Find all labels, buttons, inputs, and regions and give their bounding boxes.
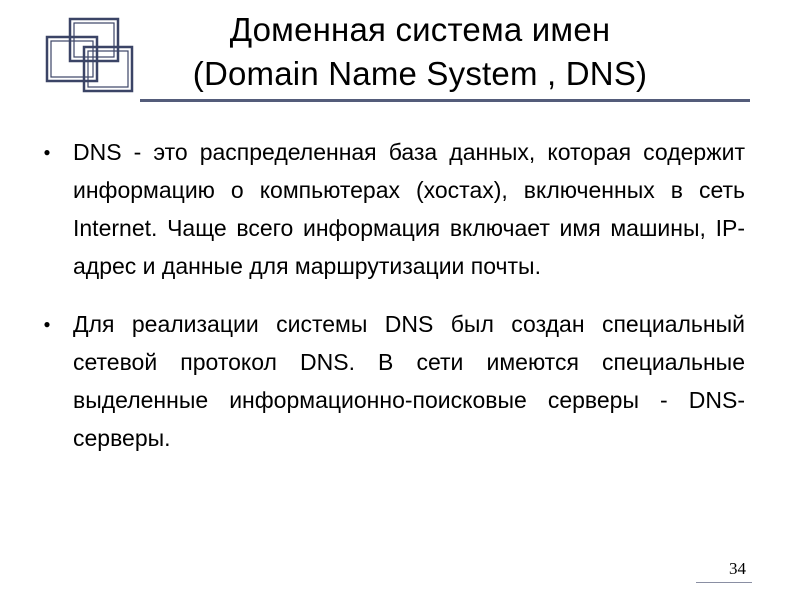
- bullet-text: Для реализации системы DNS был создан специальный сетевой протокол DNS. В сети имеются специальные выделенные информационно-поисковые серверы - DNS-серверы.: [73, 311, 745, 451]
- bullet-marker: ●: [43, 317, 51, 331]
- title-line-1: Доменная система имен: [229, 11, 611, 48]
- overlapping-squares-icon: [44, 17, 140, 99]
- title-line-2: (Domain Name System , DNS): [192, 55, 648, 92]
- page-number: 34: [729, 559, 746, 578]
- bullet-text: DNS - это распределенная база данных, которая содержит информацию о компьютерах (хостах), включенных в сеть Internet. Чаще всего информация включает имя машины, IP-адрес и данные для маршрутизации почты.: [73, 139, 745, 279]
- bullet-item-dns-definition: [40, 133, 745, 285]
- slide-title: [140, 8, 700, 96]
- bullet-list: [40, 133, 745, 457]
- bullet-item-dns-protocol: [40, 305, 745, 457]
- title-divider: [140, 99, 750, 102]
- page-number-underline: [696, 582, 752, 583]
- bullet-marker: ●: [43, 145, 51, 159]
